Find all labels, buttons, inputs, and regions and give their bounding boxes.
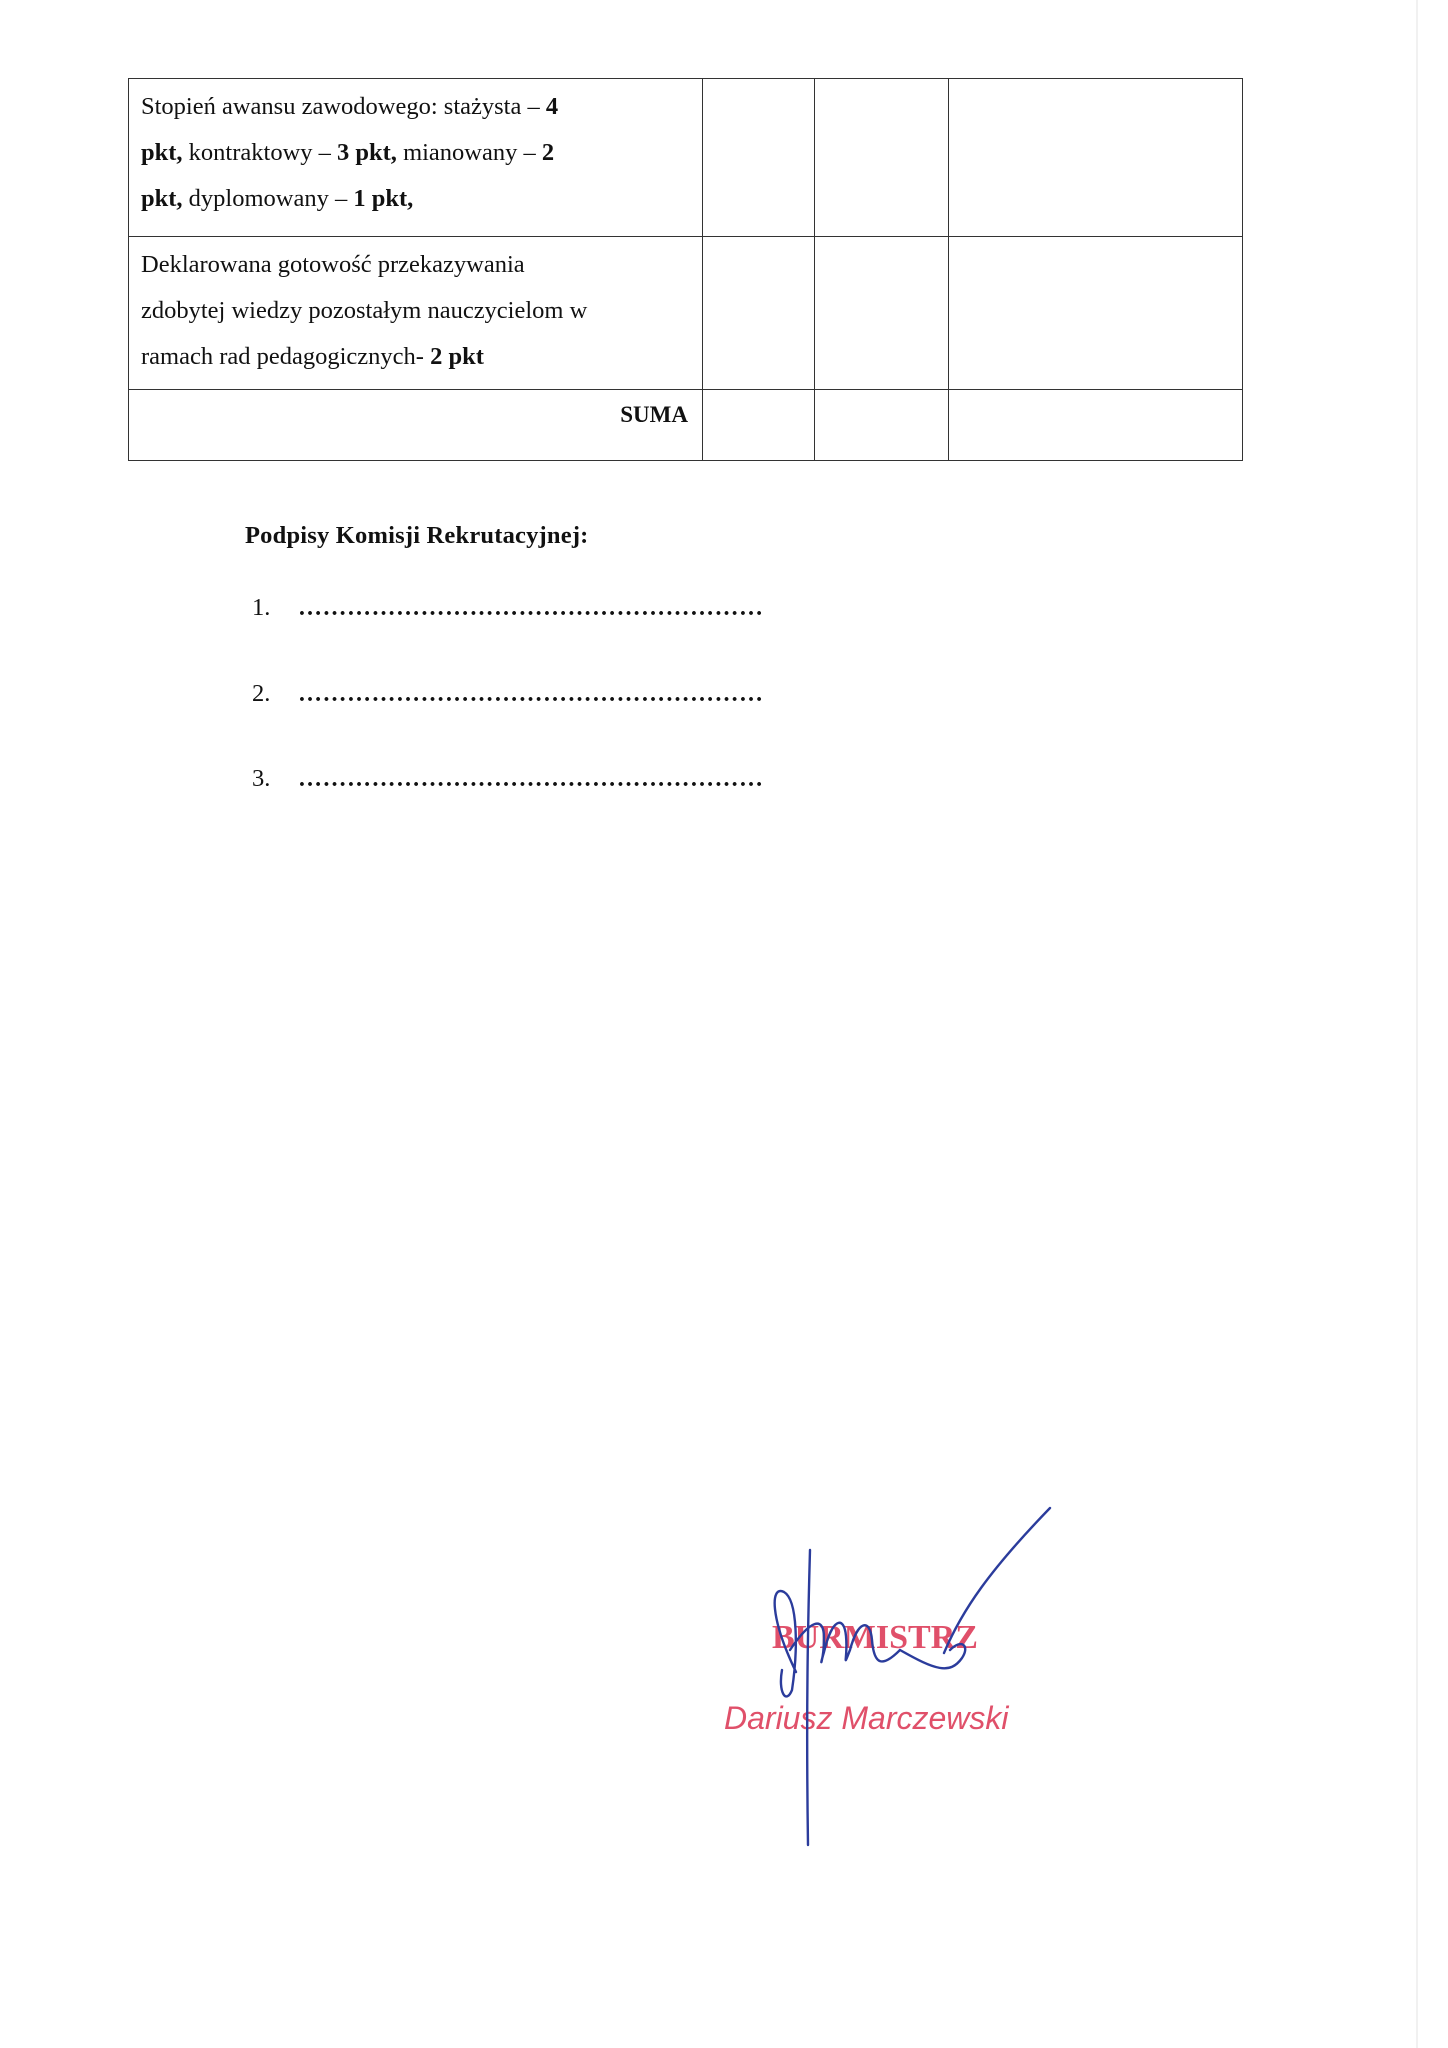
criterion-cell <box>129 79 703 237</box>
sum-score-cell[interactable] <box>949 390 1243 461</box>
criterion-segment: 2 <box>541 139 555 166</box>
table-row <box>129 79 1243 237</box>
stamp-title: BURMISTRZ <box>772 1619 978 1656</box>
signature-dots: ………………………………………………… <box>298 681 764 707</box>
criterion-segment: 4 <box>545 93 559 120</box>
criterion-segment: 2 pkt <box>430 343 484 370</box>
score-cell[interactable] <box>949 79 1243 237</box>
criterion-segment: pkt, <box>141 185 183 212</box>
criterion-segment: Deklarowana gotowość przekazywania <box>141 251 525 278</box>
table-row <box>129 237 1243 390</box>
signature-dots: ………………………………………………… <box>298 595 764 621</box>
signature-dots: ………………………………………………… <box>298 766 764 792</box>
criterion-text <box>129 237 702 380</box>
criterion-segment: dyplomowany – <box>182 185 354 212</box>
criterion-segment: Stopień awansu zawodowego: stażysta – <box>141 93 546 120</box>
score-cell[interactable] <box>949 237 1243 390</box>
criterion-segment: 3 pkt, <box>337 139 397 166</box>
criterion-segment: zdobytej wiedzy pozostałym nauczycielom w <box>141 297 588 324</box>
page-edge <box>1416 0 1418 2048</box>
criterion-segment: pkt, <box>141 139 183 166</box>
signatures-heading: Podpisy Komisji Rekrutacyjnej: <box>245 522 589 549</box>
sum-score-cell[interactable] <box>703 390 815 461</box>
criterion-segment: kontraktowy – <box>182 139 338 166</box>
handwritten-signature <box>775 1508 1050 1845</box>
criterion-segment: mianowany – <box>396 139 542 166</box>
sum-row <box>129 390 1243 461</box>
signature-line[interactable] <box>252 765 764 793</box>
signature-line[interactable] <box>252 594 764 622</box>
score-cell[interactable] <box>703 79 815 237</box>
score-table <box>128 78 1243 461</box>
sum-label: SUMA <box>129 390 703 461</box>
criterion-text <box>129 79 702 222</box>
signature-number: 1. <box>252 594 271 621</box>
signature-number: 2. <box>252 680 271 707</box>
score-cell[interactable] <box>703 237 815 390</box>
signature-line[interactable] <box>252 680 764 708</box>
criterion-segment: ramach rad pedagogicznych- <box>141 343 431 370</box>
criterion-segment: 1 pkt, <box>353 185 414 212</box>
score-cell[interactable] <box>815 79 949 237</box>
stamp-name: Dariusz Marczewski <box>724 1700 1009 1736</box>
sum-score-cell[interactable] <box>815 390 949 461</box>
signature-number: 3. <box>252 765 271 792</box>
mayor-stamp <box>700 1500 1120 1870</box>
criterion-cell <box>129 237 703 390</box>
score-cell[interactable] <box>815 237 949 390</box>
